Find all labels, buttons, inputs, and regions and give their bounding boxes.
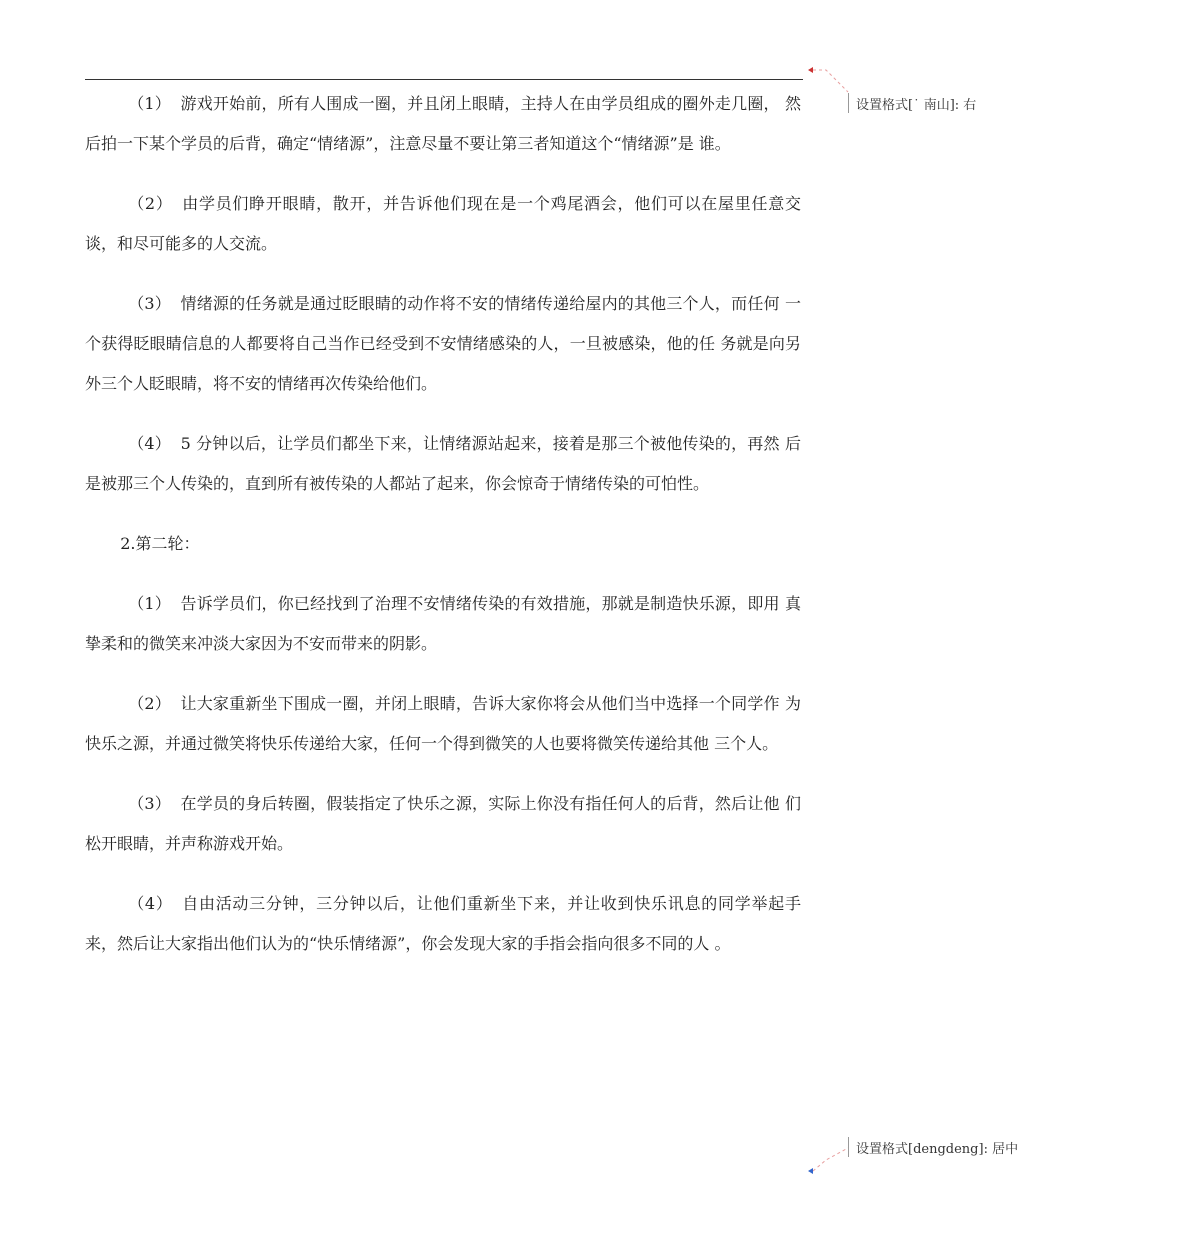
paragraph-number: （3） (128, 294, 171, 313)
section-heading: 2.第二轮： (120, 534, 200, 553)
paragraph-number: （1） (128, 94, 171, 113)
comment-anchor-marker[interactable] (808, 1168, 813, 1174)
paragraph-text: 告诉学员们，你已经找到了治理不安情绪传染的有效措施，那就是制造快乐源，即用 真挚柔和的微笑来冲淡大家因为不安而带来的阴影。 (85, 594, 801, 653)
paragraph-number: （3） (128, 794, 171, 813)
paragraph-text: 自由活动三分钟，三分钟以后，让他们重新坐下来，并让收到快乐讯息的同学举起手 来，然后让大家指出他们认为的“快乐情绪源”，你会发现大家的手指会指向很多不同的人 。 (85, 894, 801, 953)
paragraph-text: 情绪源的任务就是通过眨眼睛的动作将不安的情绪传递给屋内的其他三个人，而任何 一个获得眨眼睛信息的人都要将自己当作已经受到不安情绪感染的人，一旦被感染，他的任 务就是向另外三个人眨眼睛，将不安的情绪再次传染给他们。 (85, 294, 801, 393)
paragraph-text: 5 分钟以后，让学员们都坐下来，让情绪源站起来，接着是那三个被他传染的，再然 后是被那三个人传染的，直到所有被传染的人都站了起来，你会惊奇于情绪传染的可怕性。 (85, 434, 801, 493)
paragraph-number: （2） (128, 694, 171, 713)
comment-bar (848, 93, 849, 113)
paragraph-text: 游戏开始前，所有人围成一圈，并且闭上眼睛，主持人在由学员组成的圈外走几圈， 然 后拍一下某个学员的后背，确定“情绪源”，注意尽量不要让第三者知道这个“情绪源”是 谁。 (85, 94, 801, 153)
paragraph-text: 在学员的身后转圈，假装指定了快乐之源，实际上你没有指任何人的后背，然后让他 们松开眼睛，并声称游戏开始。 (85, 794, 801, 853)
paragraph-text: 让大家重新坐下围成一圈，并闭上眼睛，告诉大家你将会从他们当中选择一个同学作 为快乐之源，并通过微笑将快乐传递给大家，任何一个得到微笑的人也要将微笑传递给其他 三个人。 (85, 694, 801, 753)
paragraph-number: （4） (128, 894, 173, 913)
comment-leader-line-2 (813, 1148, 848, 1171)
paragraph-text: 由学员们睁开眼睛，散开，并告诉他们现在是一个鸡尾酒会，他们可以在屋里任意交 谈，和尽可能多的人交流。 (85, 194, 801, 253)
paragraph-number: （4） (128, 434, 172, 453)
paragraph-number: （2） (128, 194, 173, 213)
comment-text: 设置格式[dengdeng]: 居中 (856, 1142, 1019, 1157)
comment-text: 设置格式[˙ 南山]: 右 (856, 98, 977, 113)
comment-leader-line-1 (813, 70, 848, 92)
comment-bar (848, 1137, 849, 1157)
comment-anchor-marker[interactable] (808, 67, 813, 73)
paragraph-number: （1） (128, 594, 171, 613)
